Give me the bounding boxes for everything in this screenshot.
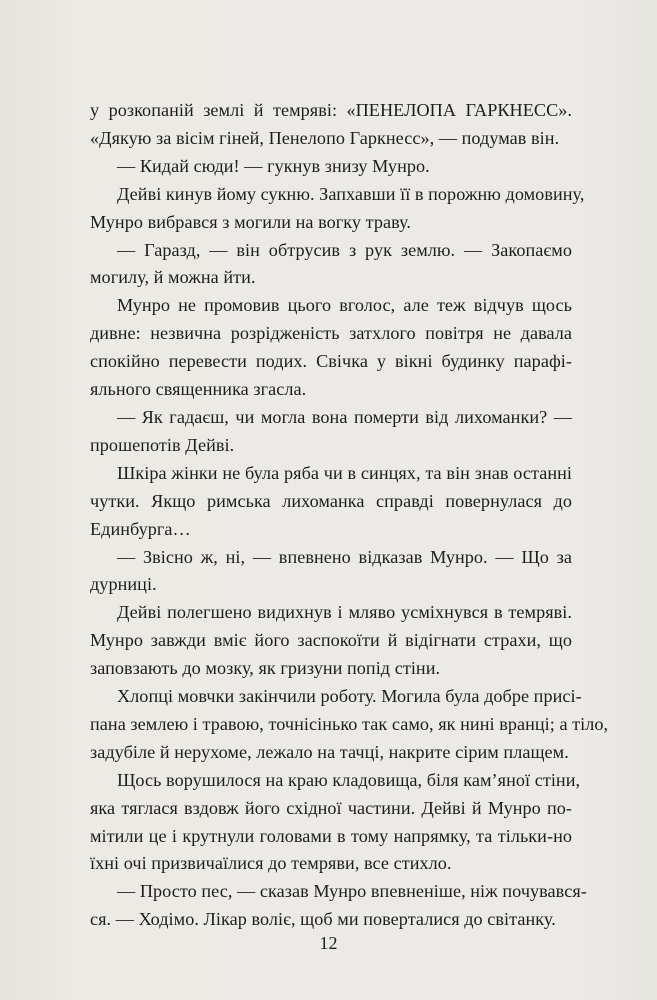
text-line: Мунро не промовив цього вголос, але теж відчув щось [117,295,572,316]
text-line: Хлопці мовчки закінчили роботу. Могила була добре присі- [117,686,582,707]
text-line: Дейві кинув йому сукню. Запхавши її в порожню домовину, [117,183,585,204]
text-line: дурниці. [90,574,157,595]
text-line: Мунро завжди вміє його заспокоїти й відігнати страхи, що [90,630,572,651]
text-line: — Як гадаєш, чи могла вона померти від лихоманки? — [117,406,572,427]
text-line: їхні очі призвичаїлися до темряви, все стихло. [90,853,452,874]
text-line: яльного священника згасла. [90,379,307,400]
text-line: у розкопаній землі й темряві: «ПЕНЕЛОПА ГАРКНЕСС». [90,100,572,120]
text-line: Щось ворушилося на краю кладовища, біля кам’яної стіни, [117,769,581,790]
text-line: прошепотів Дейві. [90,434,235,455]
text-line: яка тяглася вздовж його східної частини. Дейві й Мунро по- [90,797,572,818]
text-line: мітили це і крутнули головами в тому напрямку, та тільки-но [90,825,572,846]
text-line: ся. — Ходімо. Лікар воліє, щоб ми поверталися до світанку. [90,909,556,930]
text-line: Шкіра жінки не була ряба чи в синцях, та він знав останні [117,462,572,483]
text-line: спокійно перевести подих. Свічка у вікні будинку парафі- [90,351,572,372]
text-line: — Гаразд, — він обтрусив з рук землю. — Закопаємо [117,239,572,260]
text-line: Единбурга… [90,518,191,539]
page-number: 12 [319,933,338,953]
text-line: заповзають до мозку, як гризуни попід стіни. [90,658,441,679]
text-line: чутки. Якщо римська лихоманка справді повернулася до [90,490,572,511]
text-line: — Просто пес, — сказав Мунро впевненіше, ніж почувався- [117,881,587,902]
body-text [90,97,609,934]
text-line: Дейві полегшено видихнув і мляво усміхнувся в темряві. [117,602,572,623]
text-line: Мунро вибрався з могили на вогку траву. [90,211,412,232]
text-line: «Дякую за вісім гіней, Пенелопо Гаркнесс», — подумав він. [90,127,560,148]
text-line: пана землею і травою, точнісінько так само, як нині вранці; а тіло, [90,713,609,734]
text-line: — Звісно ж, ні, — впевнено відказав Мунро. — Що за [117,546,572,567]
text-line: могилу, й можна йти. [90,267,256,288]
text-line: — Кидай сюди! — гукнув знизу Мунро. [117,155,430,176]
text-line: задубіле й нерухоме, лежало на тачці, накрите сірим плащем. [90,741,569,762]
text-line: дивне: незвична розрідженість затхлого повітря не давала [90,323,572,344]
